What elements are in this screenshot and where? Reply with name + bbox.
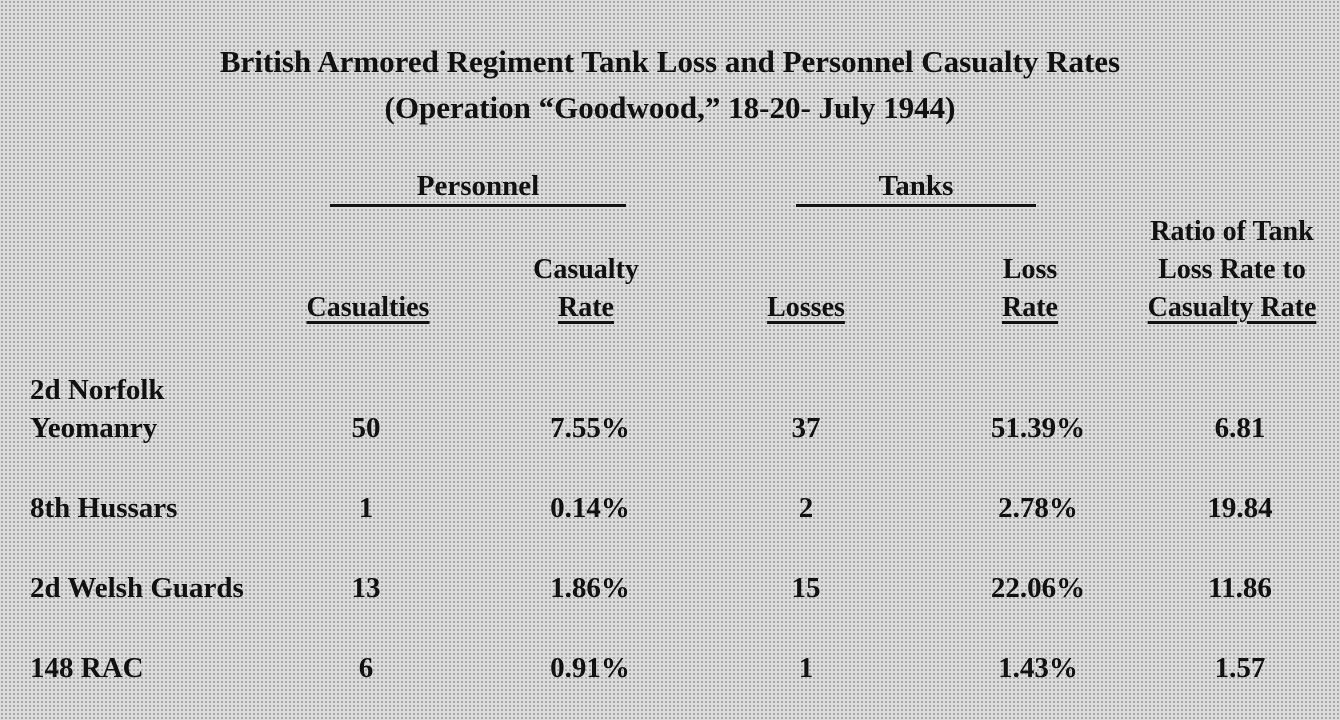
cell-casualties: 13	[351, 572, 381, 604]
cell-loss-rate: 1.43%	[998, 652, 1078, 684]
cell-casualty-rate: 0.14%	[550, 492, 630, 524]
cell-losses: 2	[798, 492, 814, 524]
column-header-casualty-rate	[510, 251, 662, 327]
cell-casualty-rate: 7.55%	[550, 412, 630, 444]
group-header-personnel: Personnel	[330, 170, 626, 207]
column-header-casualty-rate-line2: Rate	[558, 292, 614, 323]
table-subtitle: (Operation “Goodwood,” 18-20- July 1944)	[384, 90, 956, 125]
column-header-casualties	[276, 289, 460, 327]
row-label-148-rac: 148 RAC	[30, 652, 144, 684]
cell-ratio: 1.57	[1214, 652, 1266, 684]
cell-casualty-rate: 1.86%	[550, 572, 630, 604]
column-header-losses-label: Losses	[767, 292, 845, 323]
row-label-welsh-guards: 2d Welsh Guards	[30, 572, 244, 604]
column-header-ratio-line3: Casualty Rate	[1147, 292, 1317, 323]
cell-loss-rate: 2.78%	[998, 492, 1078, 524]
column-header-loss-rate-line2: Rate	[1002, 292, 1058, 323]
cell-loss-rate: 22.06%	[990, 572, 1086, 604]
table-title: British Armored Regiment Tank Loss and Personnel Casualty Rates	[219, 44, 1121, 79]
cell-losses: 15	[791, 572, 821, 604]
group-header-tanks: Tanks	[796, 170, 1036, 207]
row-label-norfolk-line2: Yeomanry	[30, 412, 158, 444]
row-label-norfolk-line1: 2d Norfolk	[30, 374, 165, 406]
cell-loss-rate: 51.39%	[990, 412, 1086, 444]
column-header-loss-rate	[968, 251, 1092, 327]
cell-casualties: 50	[351, 412, 381, 444]
column-header-ratio-line2: Loss Rate to	[1158, 254, 1306, 285]
cell-casualties: 1	[358, 492, 374, 524]
cell-casualties: 6	[358, 652, 374, 684]
column-header-casualty-rate-line1: Casualty	[533, 254, 639, 285]
column-header-ratio-line1: Ratio of Tank	[1150, 216, 1314, 247]
column-header-ratio	[1124, 213, 1340, 327]
cell-ratio: 19.84	[1207, 492, 1273, 524]
cell-losses: 37	[791, 412, 821, 444]
cell-losses: 1	[798, 652, 814, 684]
row-label-hussars: 8th Hussars	[30, 492, 178, 524]
cell-casualty-rate: 0.91%	[550, 652, 630, 684]
column-header-loss-rate-line1: Loss	[1002, 254, 1058, 285]
cell-ratio: 11.86	[1208, 572, 1272, 604]
column-header-losses	[744, 289, 868, 327]
cell-ratio: 6.81	[1214, 412, 1266, 444]
column-header-casualties-label: Casualties	[306, 292, 430, 323]
